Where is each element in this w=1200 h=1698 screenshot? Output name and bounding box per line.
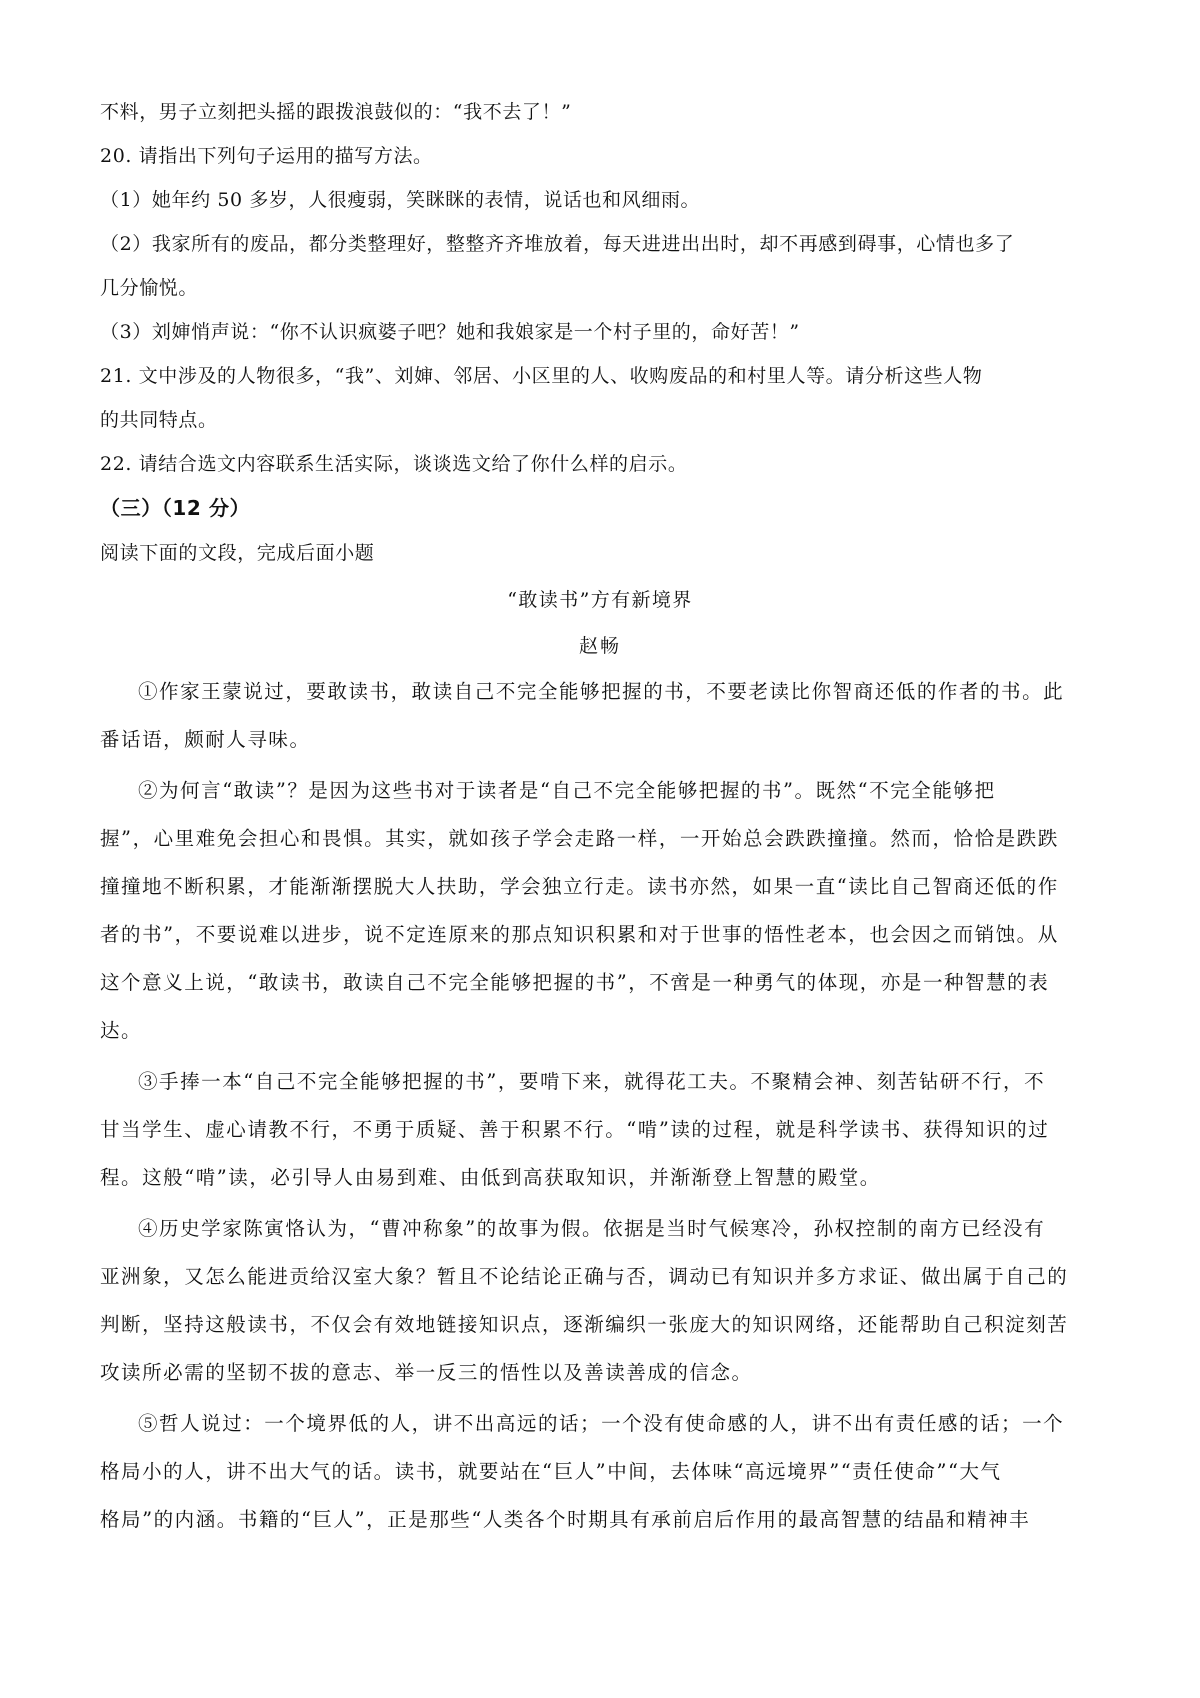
question-20-item-2-cont: 几分愉悦。 — [100, 277, 199, 299]
questions-block — [100, 90, 1100, 486]
question-21-cont: 的共同特点。 — [100, 409, 218, 431]
story-closing-line: 不料，男子立刻把头摇的跟拨浪鼓似的：“我不去了！” — [100, 101, 572, 123]
article-paragraph-3 — [100, 1058, 1100, 1202]
paragraph-line: 握”，心里难免会担心和畏惧。其实，就如孩子学会走路一样，一开始总会跌跌撞撞。然而，恰恰是跌跌 — [100, 827, 1059, 850]
paragraph-line: 这个意义上说，“敢读书，敢读自己不完全能够把握的书”，不啻是一种勇气的体现，亦是一种智慧的表 — [100, 971, 1050, 994]
paragraph-line: ⑤哲人说过：一个境界低的人，讲不出高远的话；一个没有使命感的人，讲不出有责任感的话；一个 — [138, 1412, 1065, 1435]
question-20: 20. 请指出下列句子运用的描写方法。 — [100, 145, 433, 167]
paragraph-line: 格局小的人，讲不出大气的话。读书，就要站在“巨人”中间，去体味“高远境界”“责任使命”“大气 — [100, 1460, 1002, 1483]
question-22: 22. 请结合选文内容联系生活实际，谈谈选文给了你什么样的启示。 — [100, 453, 688, 475]
article-paragraph-2 — [100, 767, 1100, 1055]
paragraph-line: ①作家王蒙说过，要敢读书，敢读自己不完全能够把握的书，不要老读比你智商还低的作者的书。此 — [138, 680, 1065, 703]
article-title: “敢读书”方有新境界 — [507, 589, 693, 611]
paragraph-line: 亚洲象，又怎么能进贡给汉室大象？暂且不论结论正确与否，调动已有知识并多方求证、做出属于自己的 — [100, 1265, 1069, 1288]
paragraph-line: ③手捧一本“自己不完全能够把握的书”，要啃下来，就得花工夫。不聚精会神、刻苦钻研不行，不 — [138, 1070, 1046, 1093]
document-page — [100, 90, 1100, 1547]
paragraph-line: 格局”的内涵。书籍的“巨人”，正是那些“人类各个时期具有承前启后作用的最高智慧的结晶和精神丰 — [100, 1508, 1031, 1531]
paragraph-line: 达。 — [100, 1019, 143, 1042]
paragraph-line: 程。这般“啃”读，必引导人由易到难、由低到高获取知识，并渐渐登上智慧的殿堂。 — [100, 1166, 881, 1189]
paragraph-line: 判断，坚持这般读书，不仅会有效地链接知识点，逐渐编织一张庞大的知识网络，还能帮助自己积淀刻苦 — [100, 1313, 1069, 1336]
article-paragraph-5 — [100, 1400, 1100, 1544]
paragraph-line: 番话语，颇耐人寻味。 — [100, 728, 311, 751]
paragraph-line: 甘当学生、虚心请教不行，不勇于质疑、善于积累不行。“啃”读的过程，就是科学读书、获得知识的过 — [100, 1118, 1050, 1141]
section-instruction: 阅读下面的文段，完成后面小题 — [100, 542, 375, 564]
question-20-item-2: （2）我家所有的废品，都分类整理好，整整齐齐堆放着，每天进进出出时，却不再感到碍事，心情也多了 — [100, 233, 1015, 255]
question-20-item-1: （1）她年约 50 多岁，人很瘦弱，笑眯眯的表情，说话也和风细雨。 — [100, 189, 701, 211]
paragraph-line: 者的书”，不要说难以进步，说不定连原来的那点知识积累和对于世事的悟性老本，也会因之而销蚀。从 — [100, 923, 1059, 946]
section-heading: （三）（12 分） — [100, 496, 251, 520]
paragraph-line: 攻读所必需的坚韧不拔的意志、举一反三的悟性以及善读善成的信念。 — [100, 1361, 753, 1384]
article-paragraph-1 — [100, 668, 1100, 764]
question-20-item-3: （3）刘婶悄声说：“你不认识疯婆子吧？她和我娘家是一个村子里的，命好苦！” — [100, 321, 800, 343]
paragraph-line: 撞撞地不断积累，才能渐渐摆脱大人扶助，学会独立行走。读书亦然，如果一直“读比自己智商还低的作 — [100, 875, 1059, 898]
article-author: 赵畅 — [578, 635, 621, 657]
article-paragraph-4 — [100, 1205, 1100, 1397]
paragraph-line: ②为何言“敢读”？是因为这些书对于读者是“自己不完全能够把握的书”。既然“不完全能够把 — [138, 779, 996, 802]
paragraph-line: ④历史学家陈寅恪认为，“曹冲称象”的故事为假。依据是当时气候寒冷，孙权控制的南方已经没有 — [138, 1217, 1046, 1240]
question-21: 21. 文中涉及的人物很多，“我”、刘婶、邻居、小区里的人、收购废品的和村里人等。请分析这些人物 — [100, 365, 983, 387]
